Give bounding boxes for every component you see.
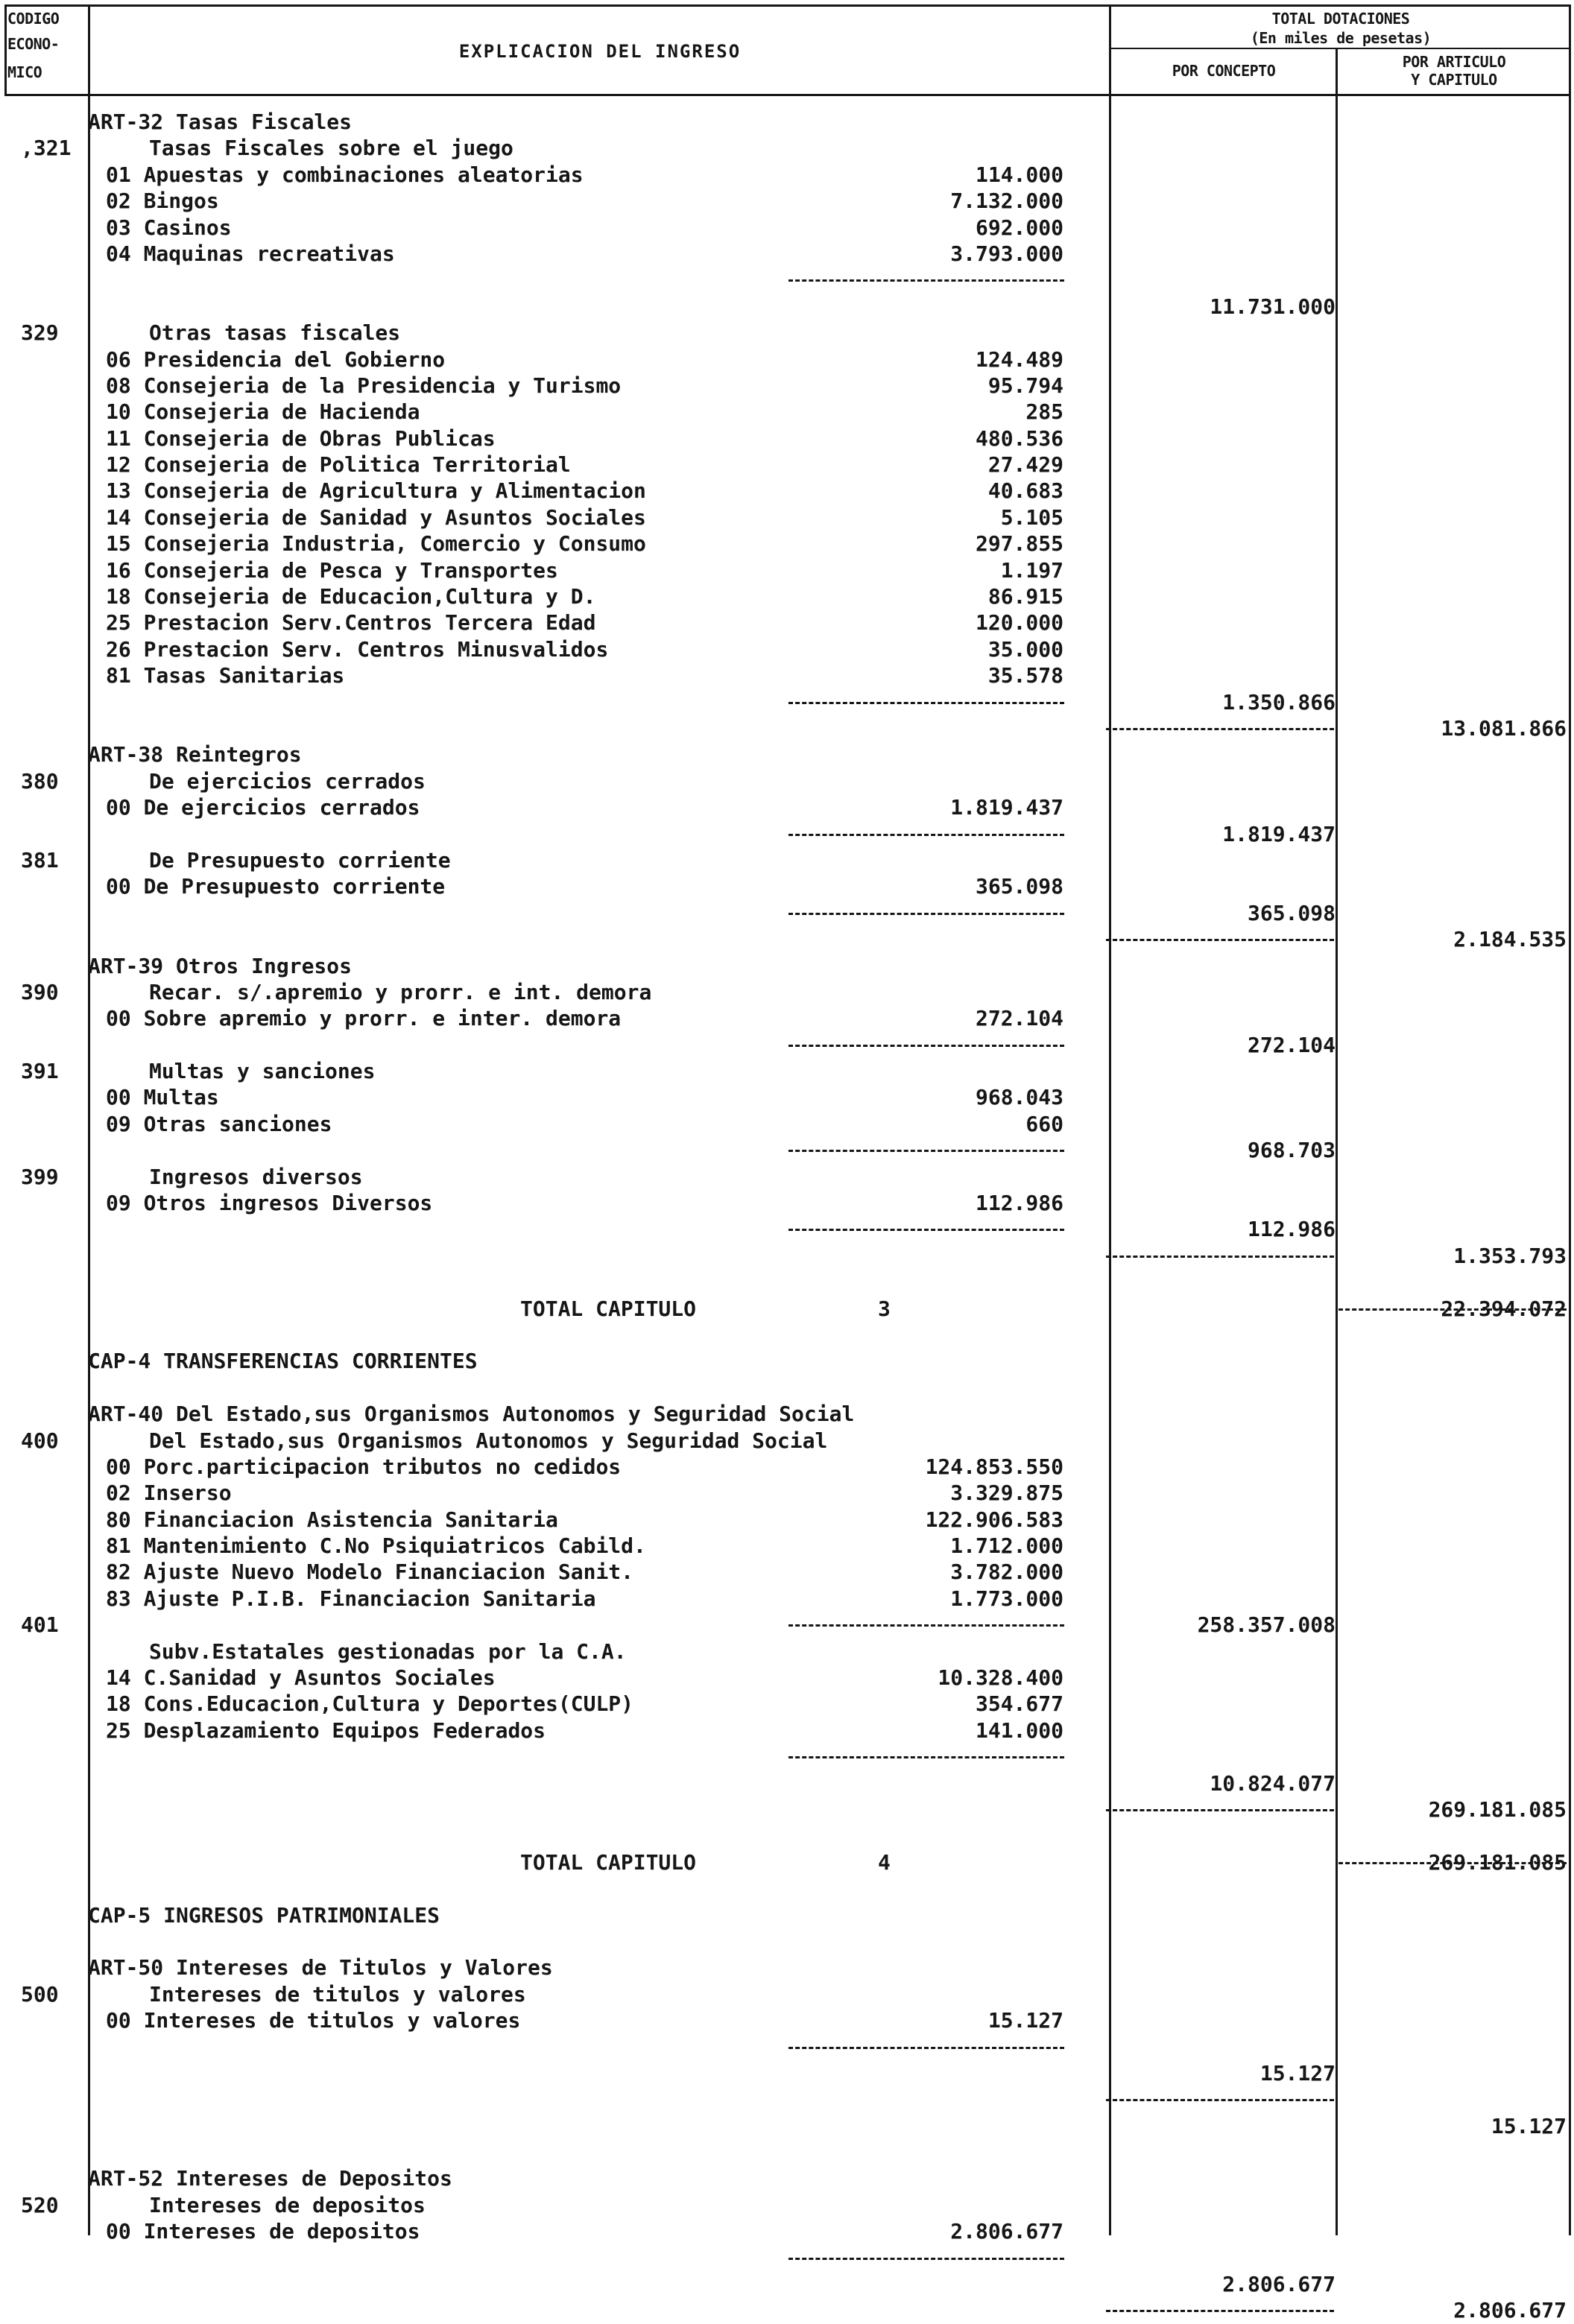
budget-row (0, 1902, 1574, 1928)
concept-description: De ejercicios cerrados (149, 768, 426, 794)
concept-description: 00 Sobre apremio y prorr. e inter. demora (106, 1006, 622, 1031)
concept-description: CAP-4 TRANSFERENCIAS CORRIENTES (88, 1349, 478, 1374)
line-amount: 1.773.000 (950, 1586, 1063, 1611)
concept-description: 14 Consejeria de Sanidad y Asuntos Sociales (106, 504, 646, 530)
concept-description: 13 Consejeria de Agricultura y Alimentacion (106, 478, 646, 504)
economic-code: ,321 (21, 136, 72, 161)
budget-row (0, 425, 1574, 452)
subtotal-dashed-rule (788, 1045, 1064, 1047)
subtotal-dashed-rule (788, 1756, 1064, 1758)
line-amount: 660 (1025, 1111, 1063, 1136)
concept-total: 2.806.677 (1222, 2272, 1336, 2297)
budget-row (0, 821, 1574, 847)
chapter-total-label: TOTAL CAPITULO (520, 1849, 697, 1875)
subtotal-dashed-rule (1338, 1308, 1567, 1311)
budget-row (0, 2245, 1574, 2271)
budget-row (0, 294, 1574, 320)
chapter-total-label: TOTAL CAPITULO (520, 1296, 697, 1321)
subtotal-dashed-rule (788, 913, 1064, 915)
concept-description: 02 Inserso (106, 1481, 232, 1506)
subtotal-dashed-rule (788, 1150, 1064, 1152)
budget-row (0, 135, 1574, 161)
article-chapter-total: 15.127 (1491, 2113, 1567, 2138)
budget-row (0, 1691, 1574, 1717)
concept-description: 00 Porc.participacion tributos no cedidos (106, 1454, 622, 1479)
line-amount: 112.986 (975, 1191, 1063, 1216)
economic-code: 520 (21, 2192, 59, 2217)
concept-description: Recar. s/.apremio y prorr. e int. demora (149, 979, 652, 1004)
economic-code: 391 (21, 1059, 59, 1084)
budget-row (0, 1084, 1574, 1110)
budget-row (0, 1507, 1574, 1533)
concept-description: ART-50 Intereses de Titulos y Valores (88, 1955, 553, 1981)
subtotal-dashed-rule (788, 834, 1064, 836)
budget-row (0, 953, 1574, 979)
concept-total: 112.986 (1247, 1217, 1336, 1242)
concept-description: ART-39 Otros Ingresos (88, 953, 353, 978)
budget-row (0, 1032, 1574, 1058)
economic-code: 381 (21, 847, 59, 873)
line-amount: 3.329.875 (950, 1481, 1063, 1506)
budget-row (0, 320, 1574, 346)
subtotal-dashed-rule (1106, 939, 1334, 941)
concept-description: CAP-5 INGRESOS PATRIMONIALES (88, 1902, 440, 1928)
budget-row (0, 847, 1574, 873)
budget-row (0, 531, 1574, 557)
concept-description: Ingresos diversos (149, 1164, 363, 1189)
concept-description: Otras tasas fiscales (149, 320, 401, 346)
line-amount: 114.000 (975, 162, 1063, 187)
budget-row (0, 1111, 1574, 1137)
header-y-capitulo: Y CAPITULO (1411, 71, 1497, 89)
economic-code: 380 (21, 768, 59, 794)
subtotal-dashed-rule (1338, 1862, 1567, 1864)
economic-code: 390 (21, 979, 59, 1004)
concept-description: Del Estado,sus Organismos Autonomos y Seguridad Social (149, 1428, 828, 1453)
budget-row (0, 2139, 1574, 2165)
concept-description: 09 Otros ingresos Diversos (106, 1191, 433, 1216)
line-amount: 7.132.000 (950, 189, 1063, 214)
line-amount: 480.536 (975, 425, 1063, 451)
article-chapter-total: 2.184.535 (1453, 927, 1567, 952)
budget-row (0, 1928, 1574, 1954)
article-chapter-total: 22.394.072 (1441, 1296, 1567, 1321)
budget-row (0, 1375, 1574, 1401)
line-amount: 3.782.000 (950, 1560, 1063, 1585)
budget-row (0, 1981, 1574, 2007)
line-amount: 968.043 (975, 1085, 1063, 1110)
line-amount: 1.712.000 (950, 1533, 1063, 1559)
subtotal-dashed-rule (788, 1624, 1064, 1627)
budget-row (0, 1823, 1574, 1849)
budget-row (0, 1296, 1574, 1322)
line-amount: 124.489 (975, 346, 1063, 372)
budget-row (0, 1454, 1574, 1480)
concept-description: ART-38 Reintegros (88, 742, 302, 767)
header-por-articulo: POR ARTICULO (1402, 53, 1506, 71)
budget-row (0, 2086, 1574, 2112)
concept-description: 01 Apuestas y combinaciones aleatorias (106, 162, 584, 187)
budget-row (0, 768, 1574, 794)
chapter-number: 3 (878, 1296, 891, 1321)
line-amount: 2.806.677 (950, 2219, 1063, 2244)
concept-description: 00 Intereses de titulos y valores (106, 2008, 521, 2033)
budget-row (0, 689, 1574, 715)
budget-row (0, 1269, 1574, 1295)
budget-row (0, 2034, 1574, 2060)
concept-total: 1.350.866 (1222, 689, 1336, 715)
concept-description: 14 C.Sanidad y Asuntos Sociales (106, 1665, 496, 1691)
concept-total: 968.703 (1247, 1138, 1336, 1163)
budget-row (0, 346, 1574, 373)
concept-description: Multas y sanciones (149, 1059, 376, 1084)
concept-description: 18 Cons.Educacion,Cultura y Deportes(CULP) (106, 1691, 634, 1717)
budget-row (0, 1559, 1574, 1585)
header-subdivider (1109, 48, 1571, 49)
budget-row (0, 215, 1574, 241)
line-amount: 35.000 (987, 636, 1063, 662)
budget-row (0, 926, 1574, 952)
concept-description: Intereses de depositos (149, 2192, 426, 2217)
budget-row (0, 2113, 1574, 2139)
subtotal-dashed-rule (1106, 2310, 1334, 2312)
line-amount: 692.000 (975, 215, 1063, 240)
subtotal-dashed-rule (1106, 2099, 1334, 2101)
concept-total: 11.731.000 (1210, 294, 1336, 319)
concept-total: 272.104 (1247, 1032, 1336, 1057)
budget-row (0, 1744, 1574, 1770)
concept-description: 06 Presidencia del Gobierno (106, 346, 446, 372)
budget-row (0, 1717, 1574, 1744)
concept-description: ART-52 Intereses de Depositos (88, 2166, 452, 2191)
concept-description: Intereses de titulos y valores (149, 1981, 526, 2007)
header-top-border (4, 4, 1571, 7)
budget-row (0, 979, 1574, 1005)
chapter-number: 4 (878, 1849, 891, 1875)
line-amount: 35.578 (987, 663, 1063, 688)
budget-row (0, 2297, 1574, 2323)
budget-row (0, 1243, 1574, 1269)
concept-description: 11 Consejeria de Obras Publicas (106, 425, 496, 451)
header-por-concepto: POR CONCEPTO (1172, 62, 1276, 80)
budget-row (0, 504, 1574, 531)
budget-row (0, 1480, 1574, 1506)
line-amount: 86.915 (987, 584, 1063, 610)
budget-row (0, 583, 1574, 610)
budget-row (0, 1190, 1574, 1216)
budget-row (0, 452, 1574, 478)
article-chapter-total: 13.081.866 (1441, 715, 1567, 741)
line-amount: 5.105 (1000, 504, 1063, 530)
economic-code: 401 (21, 1612, 59, 1638)
subtotal-dashed-rule (788, 2258, 1064, 2260)
budget-row (0, 610, 1574, 636)
budget-row (0, 1796, 1574, 1823)
line-amount: 122.906.583 (925, 1507, 1063, 1532)
concept-description: Tasas Fiscales sobre el juego (149, 136, 513, 161)
header-explicacion: EXPLICACION DEL INGRESO (458, 41, 742, 62)
concept-description: 00 De ejercicios cerrados (106, 795, 420, 820)
budget-row (0, 1322, 1574, 1348)
concept-description: 25 Desplazamiento Equipos Federados (106, 1717, 546, 1743)
budget-row (0, 1401, 1574, 1427)
budget-row (0, 715, 1574, 741)
concept-total: 10.824.077 (1210, 1770, 1336, 1796)
concept-description: 83 Ajuste P.I.B. Financiacion Sanitaria (106, 1586, 596, 1611)
budget-row (0, 2271, 1574, 2297)
header-codigo-2: ECONO- (7, 35, 60, 53)
line-amount: 124.853.550 (925, 1454, 1063, 1479)
line-amount: 285 (1025, 399, 1063, 425)
concept-description: 16 Consejeria de Pesca y Transportes (106, 557, 558, 583)
concept-description: 00 De Presupuesto corriente (106, 874, 446, 899)
article-chapter-total: 2.806.677 (1453, 2298, 1567, 2323)
budget-row (0, 162, 1574, 188)
budget-row (0, 478, 1574, 504)
budget-row (0, 2192, 1574, 2218)
budget-row (0, 557, 1574, 583)
concept-description: 09 Otras sanciones (106, 1111, 332, 1136)
budget-row (0, 2007, 1574, 2033)
concept-description: 25 Prestacion Serv.Centros Tercera Edad (106, 610, 596, 636)
concept-description: 02 Bingos (106, 189, 219, 214)
economic-code: 399 (21, 1164, 59, 1189)
line-amount: 1.197 (1000, 557, 1063, 583)
budget-row (0, 1058, 1574, 1084)
concept-total: 258.357.008 (1197, 1612, 1336, 1638)
concept-description: 00 Multas (106, 1085, 219, 1110)
line-amount: 297.855 (975, 531, 1063, 557)
budget-row (0, 373, 1574, 399)
line-amount: 365.098 (975, 874, 1063, 899)
line-amount: 15.127 (987, 2008, 1063, 2033)
budget-row (0, 1533, 1574, 1559)
concept-description: 04 Maquinas recreativas (106, 241, 395, 266)
budget-row (0, 241, 1574, 267)
concept-description: 00 Intereses de depositos (106, 2219, 420, 2244)
subtotal-dashed-rule (1106, 1256, 1334, 1258)
subtotal-dashed-rule (788, 702, 1064, 704)
budget-row (0, 1137, 1574, 1163)
concept-total: 1.819.437 (1222, 821, 1336, 846)
budget-row (0, 1954, 1574, 1981)
concept-description: ART-40 Del Estado,sus Organismos Autonomos y Seguridad Social (88, 1402, 855, 1427)
subtotal-dashed-rule (788, 2047, 1064, 2049)
header-unidad: (En miles de pesetas) (1250, 29, 1432, 47)
budget-row (0, 1164, 1574, 1190)
budget-row (0, 1005, 1574, 1031)
budget-row (0, 1348, 1574, 1374)
line-amount: 354.677 (975, 1691, 1063, 1717)
budget-row (0, 873, 1574, 899)
budget-row (0, 1586, 1574, 1612)
line-amount: 1.819.437 (950, 795, 1063, 820)
budget-row (0, 1216, 1574, 1242)
budget-row (0, 1875, 1574, 1902)
budget-row (0, 1638, 1574, 1665)
concept-total: 365.098 (1247, 900, 1336, 925)
budget-rows (0, 109, 1574, 2324)
economic-code: 400 (21, 1428, 59, 1453)
budget-row (0, 741, 1574, 767)
line-amount: 120.000 (975, 610, 1063, 636)
budget-row (0, 636, 1574, 662)
budget-row (0, 1428, 1574, 1454)
concept-total: 15.127 (1259, 2060, 1336, 2086)
budget-row (0, 109, 1574, 135)
budget-row (0, 662, 1574, 688)
budget-row (0, 900, 1574, 926)
subtotal-dashed-rule (1106, 1809, 1334, 1811)
concept-description: 26 Prestacion Serv. Centros Minusvalidos (106, 636, 609, 662)
concept-description: 82 Ajuste Nuevo Modelo Financiacion Sanit. (106, 1560, 634, 1585)
line-amount: 10.328.400 (938, 1665, 1063, 1691)
concept-description: 18 Consejeria de Educacion,Cultura y D. (106, 584, 596, 610)
subtotal-dashed-rule (788, 279, 1064, 282)
budget-row (0, 1770, 1574, 1796)
concept-description: Subv.Estatales gestionadas por la C.A. (149, 1638, 627, 1664)
article-chapter-total: 269.181.085 (1428, 1849, 1567, 1875)
budget-row (0, 1849, 1574, 1875)
article-chapter-total: 1.353.793 (1453, 1243, 1567, 1268)
budget-row (0, 2060, 1574, 2086)
line-amount: 141.000 (975, 1717, 1063, 1743)
line-amount: 27.429 (987, 452, 1063, 478)
budget-row (0, 794, 1574, 820)
concept-description: 03 Casinos (106, 215, 232, 240)
header-total-dotaciones: TOTAL DOTACIONES (1271, 10, 1410, 28)
left-border (4, 4, 7, 96)
subtotal-dashed-rule (788, 1229, 1064, 1231)
concept-description: 12 Consejeria de Politica Territorial (106, 452, 571, 478)
concept-description: 10 Consejeria de Hacienda (106, 399, 420, 425)
concept-description: 81 Mantenimiento C.No Psiquiatricos Cabild. (106, 1533, 646, 1559)
budget-row (0, 2218, 1574, 2244)
budget-row (0, 2165, 1574, 2191)
concept-description: De Presupuesto corriente (149, 847, 451, 873)
concept-description: 80 Financiacion Asistencia Sanitaria (106, 1507, 558, 1532)
line-amount: 3.793.000 (950, 241, 1063, 266)
header-codigo-1: CODIGO (7, 10, 60, 28)
header-codigo-3: MICO (7, 63, 42, 81)
economic-code: 500 (21, 1981, 59, 2007)
article-chapter-total: 269.181.085 (1428, 1797, 1567, 1822)
budget-row (0, 188, 1574, 214)
budget-row (0, 1612, 1574, 1638)
concept-description: 15 Consejeria Industria, Comercio y Consumo (106, 531, 646, 557)
line-amount: 272.104 (975, 1006, 1063, 1031)
line-amount: 95.794 (987, 373, 1063, 398)
economic-code: 329 (21, 320, 59, 346)
budget-row (0, 1665, 1574, 1691)
budget-row (0, 267, 1574, 293)
budget-row (0, 399, 1574, 425)
concept-description: 08 Consejeria de la Presidencia y Turismo (106, 373, 622, 398)
line-amount: 40.683 (987, 478, 1063, 504)
concept-description: ART-32 Tasas Fiscales (88, 110, 353, 134)
subtotal-dashed-rule (1106, 728, 1334, 730)
concept-description: 81 Tasas Sanitarias (106, 663, 345, 688)
